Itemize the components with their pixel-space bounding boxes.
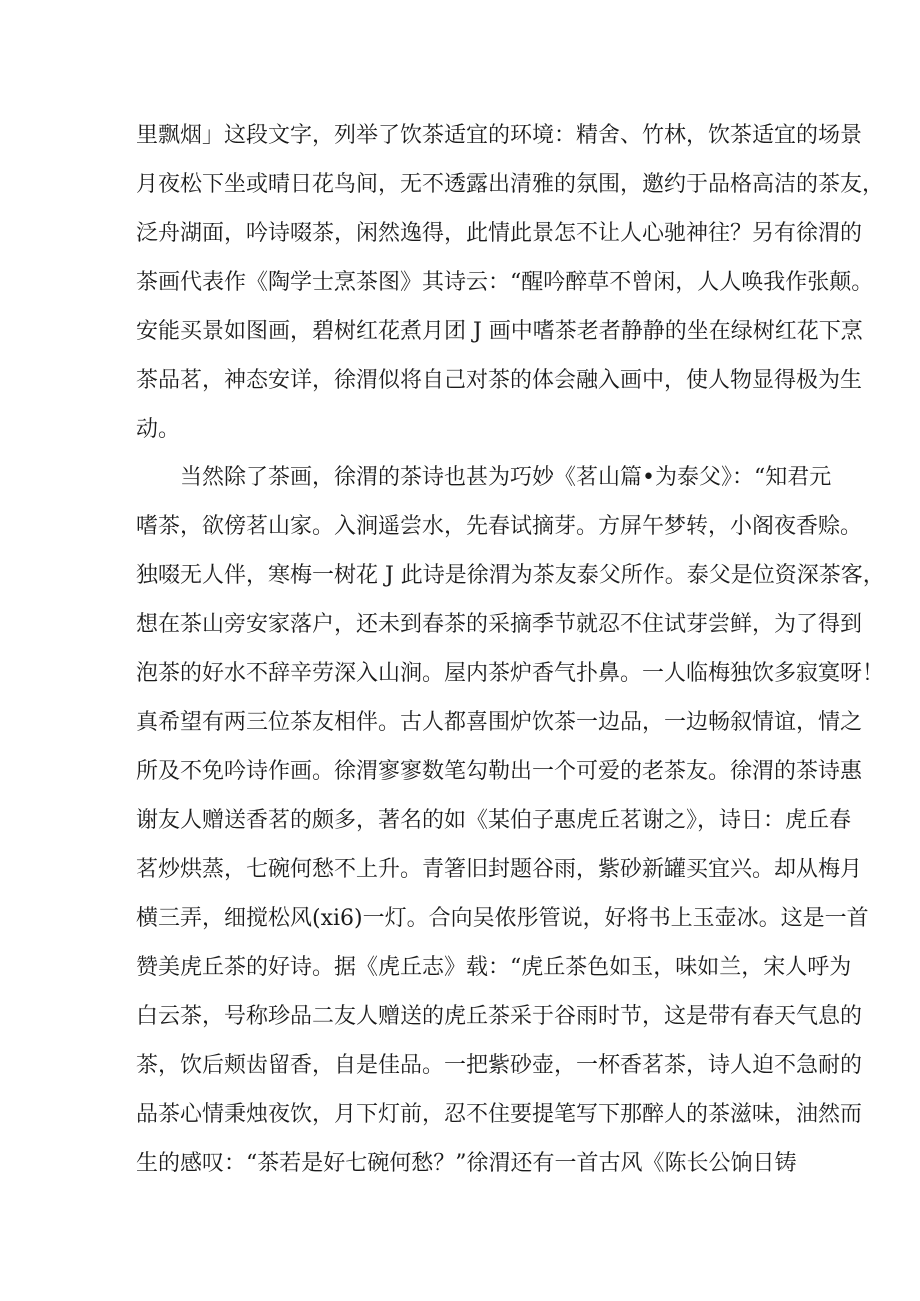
text-line: 横三弄，细搅松风(xi6)一灯。合向吴侬彤管说，好将书上玉壶冰。这是一首 [136,906,869,931]
text-line: 月夜松下坐或晴日花鸟间，无不透露出清雅的氛围，邀约于品格高洁的茶友， [136,172,885,197]
text-line: 茗炒烘蒸，七碗何愁不上升。青箸旧封题谷雨，紫砂新罐买宜兴。却从梅月 [136,857,863,882]
text-line: 真希望有两三位茶友相伴。古人都喜围炉饮茶一边品，一边畅叙情谊，情之 [136,710,863,735]
text-line: 里飘烟」这段文字，列举了饮茶适宜的环境：精舍、竹林，饮茶适宜的场景 [136,123,863,148]
text-line: 泡茶的好水不辞辛劳深入山涧。屋内茶炉香气扑鼻。一人临梅独饮多寂寞呀！ [136,661,885,686]
text-line: 白云茶，号称珍品二友人赠送的虎丘茶采于谷雨时节，这是带有春天气息的 [136,1004,863,1029]
text-line: 茶品茗，神态安详，徐渭似将自己对茶的体会融入画中，使人物显得极为生 [136,368,863,393]
paragraph-2 [136,453,885,1188]
text-line: 生的感叹：“茶若是好七碗何愁？”徐渭还有一首古风《陈长公饷日铸 [136,1151,797,1176]
text-line: 独啜无人伴，寒梅一树花 J 此诗是徐渭为茶友泰父所作。泰父是位资深茶客， [136,563,885,588]
text-line: 谢友人赠送香茗的颇多，著名的如《某伯子惠虎丘茗谢之》，诗日：虎丘春 [136,808,852,833]
text-line: 泛舟湖面，吟诗啜茶，闲然逸得，此情此景怎不让人心驰神往？另有徐渭的 [136,221,863,246]
text-line: 品茶心情秉烛夜饮，月下灯前，忍不住要提笔写下那醉人的茶滋味，油然而 [136,1102,863,1127]
text-line: 想在茶山旁安家落户，还未到春茶的采摘季节就忍不住试芽尝鲜，为了得到 [136,612,863,637]
text-line: 茶，饮后颊齿留香，自是佳品。一把紫砂壶，一杯香茗茶，诗人迫不急耐的 [136,1053,863,1078]
text-line: 赞美虎丘茶的好诗。据《虎丘志》载：“虎丘茶色如玉，味如兰，宋人呼为 [136,955,852,980]
text-line: 所及不免吟诗作画。徐渭寥寥数笔勾勒出一个可爱的老茶友。徐渭的茶诗惠 [136,759,863,784]
text-line: 动。 [136,417,181,442]
text-line: 安能买景如图画，碧树红花煮月团 J 画中嗜茶老者静静的坐在绿树红花下烹 [136,319,863,344]
text-line: 当然除了茶画，徐渭的茶诗也甚为巧妙《茗山篇•为泰父》：“知君元 [180,465,832,490]
text-line: 嗜茶，欲傍茗山家。入涧遥尝水，先春试摘芽。方屏午梦转，小阁夜香赊。 [136,514,863,539]
paragraph-1 [136,111,885,454]
text-line: 茶画代表作《陶学士烹茶图》其诗云：“醒吟醉草不曾闲，人人唤我作张颠。 [136,270,874,295]
